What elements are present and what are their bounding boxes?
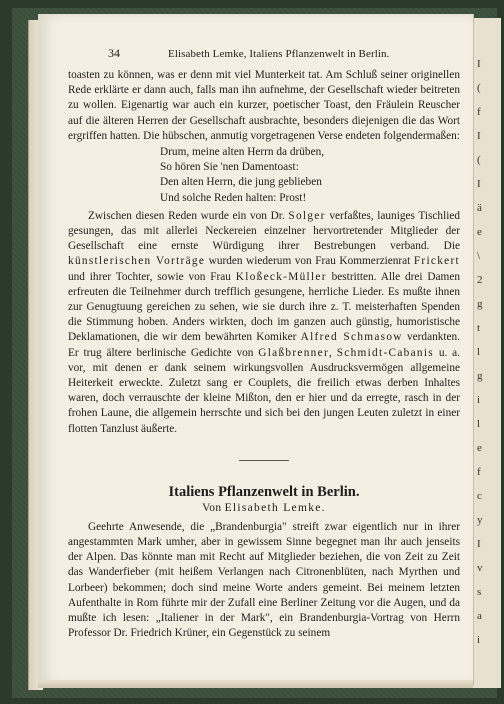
adjacent-page-fragment: v — [477, 562, 483, 574]
adjacent-page-fragment: I — [477, 538, 481, 550]
adjacent-page-fragment: i — [477, 634, 481, 646]
poem-line: Drum, meine alten Herrn da drüben, — [160, 146, 325, 159]
poem-line: Und solche Reden halten: Prost! — [160, 191, 307, 204]
adjacent-page-fragment: \ — [477, 250, 481, 262]
adjacent-page-fragment: I — [477, 130, 481, 142]
adjacent-page-fragment: a — [477, 610, 482, 622]
adjacent-page-fragment: s — [477, 586, 482, 598]
adjacent-page-fragment: l — [477, 346, 481, 358]
section-divider — [239, 460, 289, 461]
spaced-name: Kloßeck-Müller — [235, 270, 327, 283]
adjacent-page-fragment: g — [477, 298, 483, 310]
adjacent-page-fragment: c — [477, 490, 482, 502]
text-run: , — [329, 346, 337, 359]
adjacent-page-fragment: ä — [477, 202, 482, 214]
poem-line: So hören Sie 'nen Damentoast: — [160, 161, 299, 174]
text-run: wurden wiederum von Frau Kommerzienrat — [205, 255, 414, 268]
spaced-name: Solger — [288, 209, 326, 222]
adjacent-page-fragment: y — [477, 514, 483, 526]
adjacent-page-fragment: t — [477, 322, 481, 334]
adjacent-page — [470, 18, 501, 688]
text-run: und ihrer Tochter, sowie von Frau — [68, 270, 236, 283]
paragraph-2 — [68, 209, 460, 437]
running-header — [68, 46, 460, 68]
author-prefix: Von — [202, 501, 225, 514]
adjacent-page-fragment: f — [477, 466, 481, 478]
spaced-name: Glaßbrenner — [258, 346, 330, 359]
paragraph-1: toasten zu können, was er denn mit viel Munterkeit tat. Am Schluß seiner originellen Rede erklärte er dann auch, falls man ihn aufnehme, der Gesellschaft wieder beitreten zu wollen. Eigenartig war auch ein kurzer, poetischer Toast, den Fräulein Reuscher auf die älteren Herren der Gesellschaft ausbrachte, besonders diejenigen die das Wort ergriffen hatten. Die hübschen, anmutig vorgetragenen Verse endeten folgendermaßen: — [68, 69, 460, 142]
author-name: Elisabeth Lemke. — [224, 501, 326, 514]
spaced-name: Schmidt-Cabanis — [336, 346, 435, 359]
article-author — [68, 502, 460, 514]
adjacent-page-fragment: I — [477, 178, 481, 190]
adjacent-page-fragment: ( — [477, 82, 481, 94]
poem — [160, 145, 460, 206]
running-title: Elisabeth Lemke, Italiens Pflanzenwelt in Berlin. — [168, 48, 390, 60]
article-title: Italiens Pflanzenwelt in Berlin. — [168, 483, 360, 500]
spaced-name: Frickert — [413, 255, 460, 268]
page-bottom-edge — [38, 680, 473, 688]
text-run: verfaßtes, launiges Tischlied gesungen, das mit allerlei Neckereien einzelner hervortretender Mitglieder der Gesellschaft eine ernste Würdigung ihrer Bestrebungen verband. Die — [68, 209, 461, 253]
text-run: bestritten. Alle drei Damen erfreuten die Teilnehmer durch trefflich gesungene, herrliche Lieder. Es mußte ihnen zur Genugtuung gereichen zu sehen, wie sie durch ihre z. T. meisterhaften Spenden die Stimmung hoben. Anders wirkten, doch im ganzen auch günstig, humoristische Deklamationen, die wir dem bewährten Komiker — [68, 270, 460, 344]
adjacent-page-fragment: l — [477, 418, 481, 430]
spaced-name: Alfred Schmasow — [300, 331, 403, 344]
adjacent-page-fragment: g — [477, 370, 483, 382]
page-number: 34 — [108, 46, 120, 60]
text-run: Zwischen diesen Reden wurde ein von Dr. — [88, 209, 289, 222]
poem-line: Den alten Herrn, die jung geblieben — [160, 176, 322, 189]
adjacent-page-fragment: ( — [477, 154, 481, 166]
adjacent-page-fragment: i — [477, 394, 481, 406]
adjacent-page-fragment: I — [477, 58, 481, 70]
text-run: u. a. vor, mit denen er dank seinem wirkungsvollen Ausdrucksvermögen allgemeine Heiterkeit erweckte. Zuletzt sang er Couplets, die freilich etwas derben Inhaltes waren, doch verrauschte der kleine Mißton, den er hier und da erregte, rasch in der frohen Laune, die allgemein herrschte und sich bei den jungen Leuten zuletzt in einer flotten Tanzlust äußerte. — [68, 346, 460, 435]
article-paragraph: Geehrte Anwesende, die „Brandenburgia" streift zwar eigentlich nur in ihrer angestammten Mark umher, aber in gewissem Sinne begegnet man ihr auch jenseits der Alpen. Das könnte man mit Recht auf Mitglieder beziehen, die von Zeit zu Zeit das Wanderfieber (mit heißem Verlangen nach Citronenblüten, nach Myrthen und Lorbeer) bekommen; doch sind meine Worte anders gemeint. Bei meinem letzten Aufenthalte in Rom führte mir der Zufall eine Berliner Zeitung vor die Augen, und da mußte ich lesen: „Italiener in der Mark", ein Brandenburgia-Vortrag von Herrn Professor Dr. Friedrich Krüner, ein Gegenstück zu seinem — [68, 520, 460, 640]
adjacent-page-fragment: e — [477, 226, 482, 238]
adjacent-page-fragment: f — [477, 106, 481, 118]
page-content — [68, 46, 460, 642]
spaced-name: künstlerischen Vorträge — [68, 255, 206, 268]
adjacent-page-fragment: e — [477, 442, 482, 454]
text-run: verdankten. Er trug ältere berlinische Gedichte von — [68, 331, 461, 359]
adjacent-page-fragment: 2 — [477, 274, 483, 286]
